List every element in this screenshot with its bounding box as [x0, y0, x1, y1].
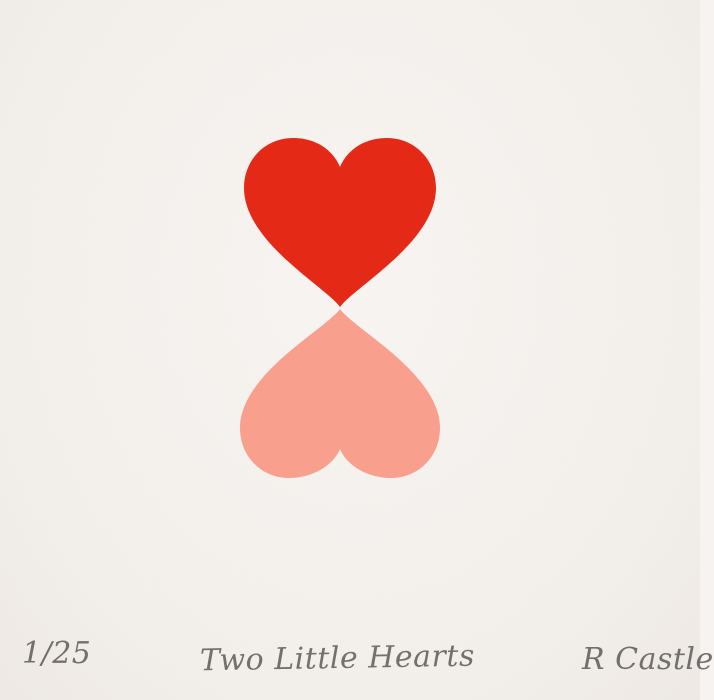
artist-signature: R Castle — [582, 642, 714, 677]
edition-number: 1/25 — [22, 636, 92, 671]
artwork-title: Two Little Hearts — [199, 638, 476, 679]
